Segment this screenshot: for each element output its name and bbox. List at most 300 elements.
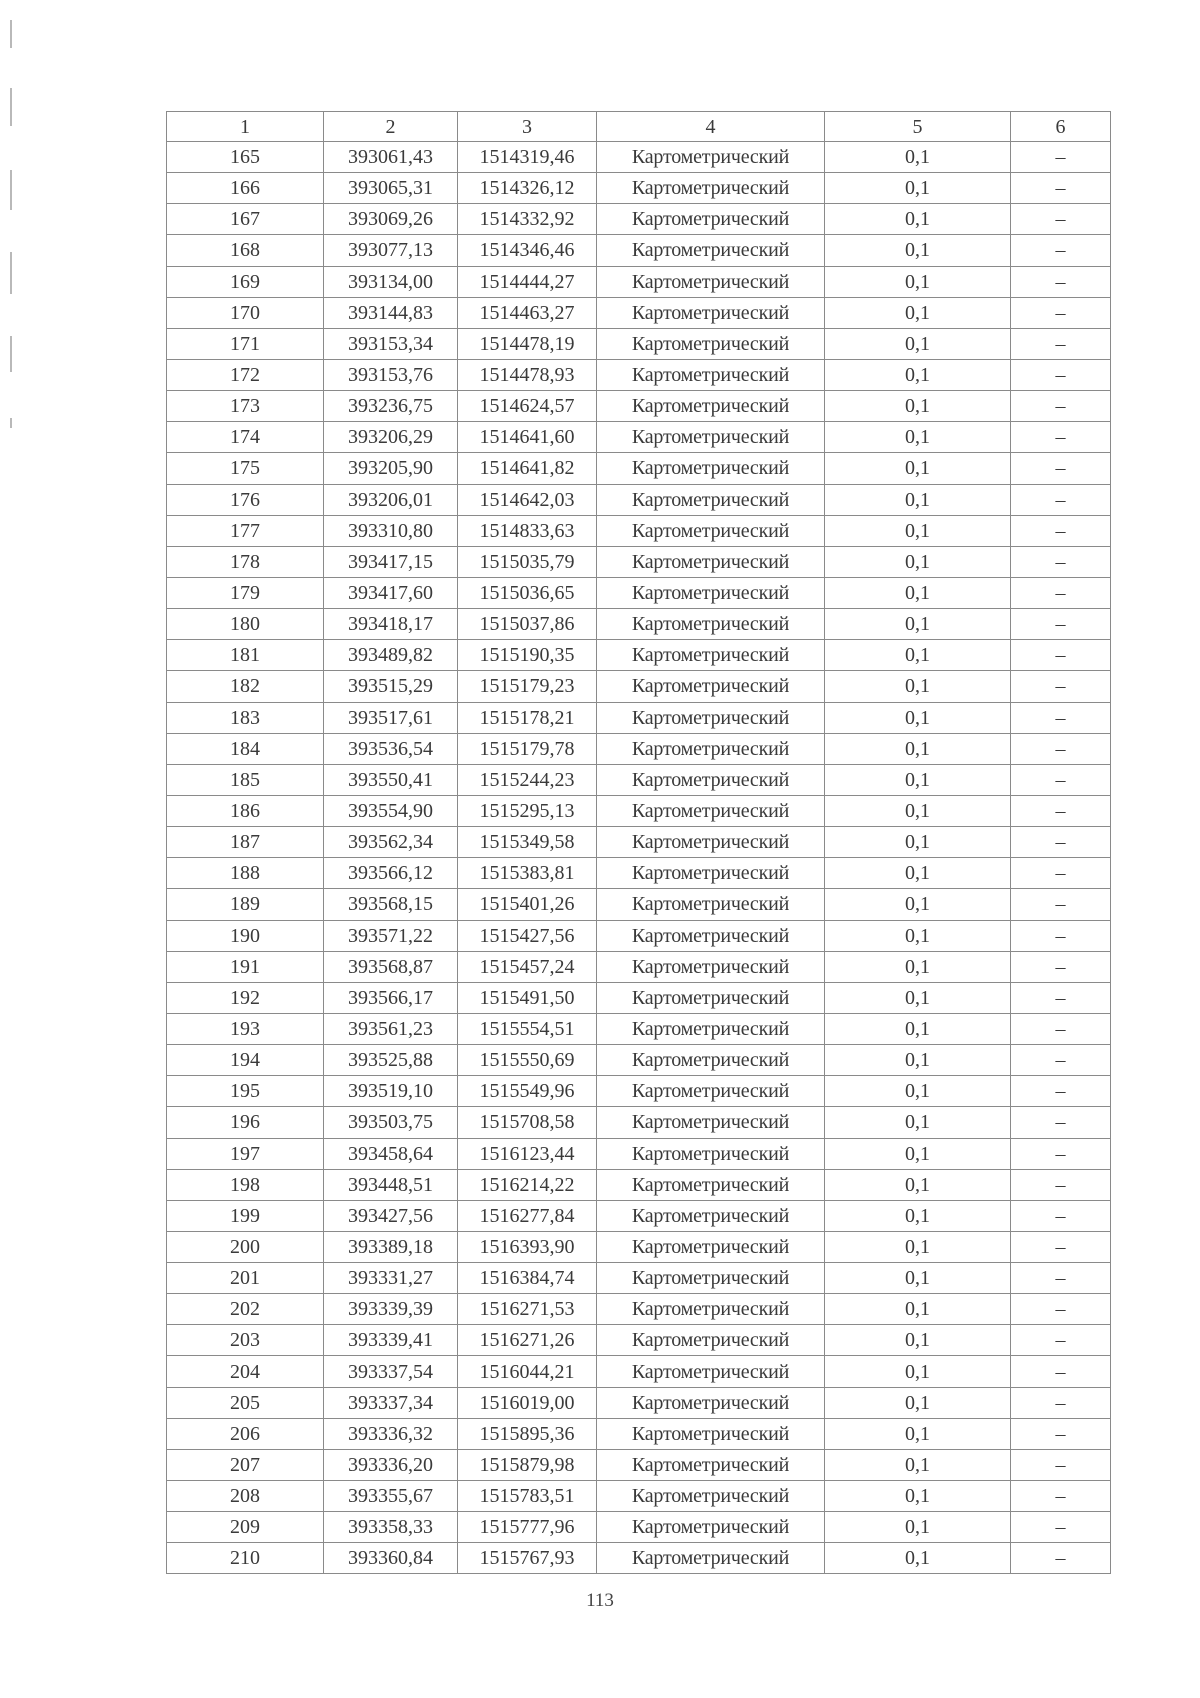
y-coordinate-cell: 1514641,60 <box>458 422 597 453</box>
x-coordinate-cell: 393515,29 <box>324 671 458 702</box>
y-coordinate-cell: 1516271,26 <box>458 1325 597 1356</box>
point-number-cell: 172 <box>167 359 324 390</box>
y-coordinate-cell: 1514833,63 <box>458 515 597 546</box>
point-number-cell: 168 <box>167 235 324 266</box>
accuracy-cell: 0,1 <box>825 266 1011 297</box>
method-cell: Картометрический <box>597 1013 825 1044</box>
x-coordinate-cell: 393355,67 <box>324 1481 458 1512</box>
method-cell: Картометрический <box>597 1449 825 1480</box>
y-coordinate-cell: 1515550,69 <box>458 1045 597 1076</box>
accuracy-cell: 0,1 <box>825 1076 1011 1107</box>
y-coordinate-cell: 1515179,78 <box>458 733 597 764</box>
note-cell: – <box>1011 1231 1111 1262</box>
point-number-cell: 187 <box>167 827 324 858</box>
method-cell: Картометрический <box>597 795 825 826</box>
note-cell: – <box>1011 235 1111 266</box>
y-coordinate-cell: 1514478,19 <box>458 328 597 359</box>
x-coordinate-cell: 393337,54 <box>324 1356 458 1387</box>
x-coordinate-cell: 393236,75 <box>324 391 458 422</box>
accuracy-cell: 0,1 <box>825 422 1011 453</box>
x-coordinate-cell: 393337,34 <box>324 1387 458 1418</box>
table-row <box>167 1387 1111 1418</box>
y-coordinate-cell: 1516277,84 <box>458 1200 597 1231</box>
x-coordinate-cell: 393448,51 <box>324 1169 458 1200</box>
method-cell: Картометрический <box>597 982 825 1013</box>
x-coordinate-cell: 393153,76 <box>324 359 458 390</box>
point-number-cell: 202 <box>167 1294 324 1325</box>
x-coordinate-cell: 393571,22 <box>324 920 458 951</box>
table-row <box>167 173 1111 204</box>
accuracy-cell: 0,1 <box>825 1481 1011 1512</box>
note-cell: – <box>1011 1013 1111 1044</box>
y-coordinate-cell: 1515767,93 <box>458 1543 597 1574</box>
point-number-cell: 182 <box>167 671 324 702</box>
table-row <box>167 546 1111 577</box>
note-cell: – <box>1011 1418 1111 1449</box>
x-coordinate-cell: 393153,34 <box>324 328 458 359</box>
x-coordinate-cell: 393206,29 <box>324 422 458 453</box>
accuracy-cell: 0,1 <box>825 142 1011 173</box>
note-cell: – <box>1011 1138 1111 1169</box>
method-cell: Картометрический <box>597 764 825 795</box>
table-row <box>167 297 1111 328</box>
note-cell: – <box>1011 359 1111 390</box>
y-coordinate-cell: 1515295,13 <box>458 795 597 826</box>
x-coordinate-cell: 393566,17 <box>324 982 458 1013</box>
x-coordinate-cell: 393144,83 <box>324 297 458 328</box>
x-coordinate-cell: 393503,75 <box>324 1107 458 1138</box>
method-cell: Картометрический <box>597 733 825 764</box>
point-number-cell: 174 <box>167 422 324 453</box>
accuracy-cell: 0,1 <box>825 1107 1011 1138</box>
table-row <box>167 142 1111 173</box>
point-number-cell: 205 <box>167 1387 324 1418</box>
coordinates-table <box>166 111 1111 1574</box>
point-number-cell: 184 <box>167 733 324 764</box>
table-row <box>167 858 1111 889</box>
y-coordinate-cell: 1515895,36 <box>458 1418 597 1449</box>
method-cell: Картометрический <box>597 1356 825 1387</box>
accuracy-cell: 0,1 <box>825 1449 1011 1480</box>
note-cell: – <box>1011 1263 1111 1294</box>
accuracy-cell: 0,1 <box>825 484 1011 515</box>
method-cell: Картометрический <box>597 1481 825 1512</box>
note-cell: – <box>1011 1387 1111 1418</box>
point-number-cell: 206 <box>167 1418 324 1449</box>
table-row <box>167 235 1111 266</box>
table-row <box>167 1263 1111 1294</box>
method-cell: Картометрический <box>597 1107 825 1138</box>
point-number-cell: 170 <box>167 297 324 328</box>
table-row <box>167 671 1111 702</box>
page-number: 113 <box>586 1590 614 1611</box>
note-cell: – <box>1011 609 1111 640</box>
column-header: 4 <box>597 112 825 142</box>
table-row <box>167 1138 1111 1169</box>
x-coordinate-cell: 393554,90 <box>324 795 458 826</box>
method-cell: Картометрический <box>597 1512 825 1543</box>
note-cell: – <box>1011 733 1111 764</box>
note-cell: – <box>1011 453 1111 484</box>
table-row <box>167 920 1111 951</box>
point-number-cell: 191 <box>167 951 324 982</box>
method-cell: Картометрический <box>597 1543 825 1574</box>
y-coordinate-cell: 1515457,24 <box>458 951 597 982</box>
table-row <box>167 702 1111 733</box>
point-number-cell: 166 <box>167 173 324 204</box>
table-row <box>167 1481 1111 1512</box>
table-row <box>167 951 1111 982</box>
note-cell: – <box>1011 1200 1111 1231</box>
table-body <box>167 112 1111 1574</box>
point-number-cell: 186 <box>167 795 324 826</box>
accuracy-cell: 0,1 <box>825 515 1011 546</box>
y-coordinate-cell: 1516384,74 <box>458 1263 597 1294</box>
accuracy-cell: 0,1 <box>825 1387 1011 1418</box>
method-cell: Картометрический <box>597 1138 825 1169</box>
method-cell: Картометрический <box>597 1045 825 1076</box>
x-coordinate-cell: 393206,01 <box>324 484 458 515</box>
note-cell: – <box>1011 1294 1111 1325</box>
point-number-cell: 180 <box>167 609 324 640</box>
table-row <box>167 484 1111 515</box>
note-cell: – <box>1011 297 1111 328</box>
point-number-cell: 188 <box>167 858 324 889</box>
method-cell: Картометрический <box>597 297 825 328</box>
y-coordinate-cell: 1516271,53 <box>458 1294 597 1325</box>
method-cell: Картометрический <box>597 204 825 235</box>
y-coordinate-cell: 1516214,22 <box>458 1169 597 1200</box>
point-number-cell: 179 <box>167 577 324 608</box>
scan-edge-mark <box>10 252 12 294</box>
method-cell: Картометрический <box>597 1263 825 1294</box>
accuracy-cell: 0,1 <box>825 1543 1011 1574</box>
table-row <box>167 1231 1111 1262</box>
point-number-cell: 196 <box>167 1107 324 1138</box>
x-coordinate-cell: 393069,26 <box>324 204 458 235</box>
table-row <box>167 1512 1111 1543</box>
y-coordinate-cell: 1516044,21 <box>458 1356 597 1387</box>
method-cell: Картометрический <box>597 328 825 359</box>
point-number-cell: 177 <box>167 515 324 546</box>
column-header: 3 <box>458 112 597 142</box>
note-cell: – <box>1011 391 1111 422</box>
table-row <box>167 577 1111 608</box>
x-coordinate-cell: 393568,15 <box>324 889 458 920</box>
column-header: 5 <box>825 112 1011 142</box>
x-coordinate-cell: 393336,32 <box>324 1418 458 1449</box>
method-cell: Картометрический <box>597 577 825 608</box>
accuracy-cell: 0,1 <box>825 359 1011 390</box>
note-cell: – <box>1011 982 1111 1013</box>
table-row <box>167 1107 1111 1138</box>
x-coordinate-cell: 393205,90 <box>324 453 458 484</box>
point-number-cell: 181 <box>167 640 324 671</box>
x-coordinate-cell: 393550,41 <box>324 764 458 795</box>
point-number-cell: 192 <box>167 982 324 1013</box>
point-number-cell: 209 <box>167 1512 324 1543</box>
table-row <box>167 515 1111 546</box>
x-coordinate-cell: 393061,43 <box>324 142 458 173</box>
note-cell: – <box>1011 515 1111 546</box>
accuracy-cell: 0,1 <box>825 1200 1011 1231</box>
table-row <box>167 827 1111 858</box>
accuracy-cell: 0,1 <box>825 453 1011 484</box>
table-row <box>167 640 1111 671</box>
note-cell: – <box>1011 577 1111 608</box>
note-cell: – <box>1011 204 1111 235</box>
note-cell: – <box>1011 1481 1111 1512</box>
method-cell: Картометрический <box>597 1231 825 1262</box>
point-number-cell: 189 <box>167 889 324 920</box>
y-coordinate-cell: 1515708,58 <box>458 1107 597 1138</box>
point-number-cell: 200 <box>167 1231 324 1262</box>
point-number-cell: 193 <box>167 1013 324 1044</box>
note-cell: – <box>1011 1356 1111 1387</box>
x-coordinate-cell: 393519,10 <box>324 1076 458 1107</box>
point-number-cell: 183 <box>167 702 324 733</box>
x-coordinate-cell: 393561,23 <box>324 1013 458 1044</box>
y-coordinate-cell: 1515244,23 <box>458 764 597 795</box>
point-number-cell: 207 <box>167 1449 324 1480</box>
table-row <box>167 1449 1111 1480</box>
note-cell: – <box>1011 484 1111 515</box>
note-cell: – <box>1011 702 1111 733</box>
y-coordinate-cell: 1515179,23 <box>458 671 597 702</box>
method-cell: Картометрический <box>597 1325 825 1356</box>
table-row <box>167 204 1111 235</box>
table-row <box>167 422 1111 453</box>
note-cell: – <box>1011 1045 1111 1076</box>
accuracy-cell: 0,1 <box>825 733 1011 764</box>
x-coordinate-cell: 393389,18 <box>324 1231 458 1262</box>
point-number-cell: 198 <box>167 1169 324 1200</box>
accuracy-cell: 0,1 <box>825 1418 1011 1449</box>
method-cell: Картометрический <box>597 1418 825 1449</box>
method-cell: Картометрический <box>597 827 825 858</box>
accuracy-cell: 0,1 <box>825 235 1011 266</box>
point-number-cell: 165 <box>167 142 324 173</box>
accuracy-cell: 0,1 <box>825 204 1011 235</box>
table-row <box>167 795 1111 826</box>
table-row <box>167 1356 1111 1387</box>
table-row <box>167 1418 1111 1449</box>
y-coordinate-cell: 1515349,58 <box>458 827 597 858</box>
method-cell: Картометрический <box>597 359 825 390</box>
point-number-cell: 210 <box>167 1543 324 1574</box>
method-cell: Картометрический <box>597 266 825 297</box>
x-coordinate-cell: 393417,60 <box>324 577 458 608</box>
note-cell: – <box>1011 142 1111 173</box>
accuracy-cell: 0,1 <box>825 1169 1011 1200</box>
x-coordinate-cell: 393489,82 <box>324 640 458 671</box>
scan-edge-mark <box>10 336 12 372</box>
point-number-cell: 195 <box>167 1076 324 1107</box>
accuracy-cell: 0,1 <box>825 391 1011 422</box>
method-cell: Картометрический <box>597 453 825 484</box>
y-coordinate-cell: 1515491,50 <box>458 982 597 1013</box>
y-coordinate-cell: 1515554,51 <box>458 1013 597 1044</box>
point-number-cell: 169 <box>167 266 324 297</box>
y-coordinate-cell: 1515783,51 <box>458 1481 597 1512</box>
table-row <box>167 1200 1111 1231</box>
x-coordinate-cell: 393331,27 <box>324 1263 458 1294</box>
note-cell: – <box>1011 951 1111 982</box>
note-cell: – <box>1011 671 1111 702</box>
accuracy-cell: 0,1 <box>825 1263 1011 1294</box>
method-cell: Картометрический <box>597 515 825 546</box>
table-row <box>167 764 1111 795</box>
note-cell: – <box>1011 920 1111 951</box>
point-number-cell: 176 <box>167 484 324 515</box>
y-coordinate-cell: 1514642,03 <box>458 484 597 515</box>
point-number-cell: 171 <box>167 328 324 359</box>
note-cell: – <box>1011 422 1111 453</box>
point-number-cell: 199 <box>167 1200 324 1231</box>
table-row <box>167 982 1111 1013</box>
method-cell: Картометрический <box>597 484 825 515</box>
note-cell: – <box>1011 173 1111 204</box>
x-coordinate-cell: 393458,64 <box>324 1138 458 1169</box>
method-cell: Картометрический <box>597 702 825 733</box>
point-number-cell: 190 <box>167 920 324 951</box>
table-row <box>167 391 1111 422</box>
y-coordinate-cell: 1514319,46 <box>458 142 597 173</box>
table-header-row <box>167 112 1111 142</box>
accuracy-cell: 0,1 <box>825 702 1011 733</box>
table-row <box>167 453 1111 484</box>
x-coordinate-cell: 393077,13 <box>324 235 458 266</box>
method-cell: Картометрический <box>597 1200 825 1231</box>
table-row <box>167 1013 1111 1044</box>
note-cell: – <box>1011 858 1111 889</box>
y-coordinate-cell: 1514332,92 <box>458 204 597 235</box>
table-row <box>167 1169 1111 1200</box>
accuracy-cell: 0,1 <box>825 546 1011 577</box>
note-cell: – <box>1011 640 1111 671</box>
method-cell: Картометрический <box>597 951 825 982</box>
point-number-cell: 197 <box>167 1138 324 1169</box>
accuracy-cell: 0,1 <box>825 795 1011 826</box>
point-number-cell: 194 <box>167 1045 324 1076</box>
accuracy-cell: 0,1 <box>825 173 1011 204</box>
point-number-cell: 178 <box>167 546 324 577</box>
y-coordinate-cell: 1515427,56 <box>458 920 597 951</box>
accuracy-cell: 0,1 <box>825 982 1011 1013</box>
note-cell: – <box>1011 1325 1111 1356</box>
accuracy-cell: 0,1 <box>825 1325 1011 1356</box>
scan-edge-mark <box>10 418 12 428</box>
note-cell: – <box>1011 266 1111 297</box>
y-coordinate-cell: 1516123,44 <box>458 1138 597 1169</box>
accuracy-cell: 0,1 <box>825 328 1011 359</box>
column-header: 2 <box>324 112 458 142</box>
accuracy-cell: 0,1 <box>825 671 1011 702</box>
method-cell: Картометрический <box>597 671 825 702</box>
note-cell: – <box>1011 1512 1111 1543</box>
accuracy-cell: 0,1 <box>825 1138 1011 1169</box>
x-coordinate-cell: 393339,41 <box>324 1325 458 1356</box>
note-cell: – <box>1011 1543 1111 1574</box>
accuracy-cell: 0,1 <box>825 1356 1011 1387</box>
note-cell: – <box>1011 1169 1111 1200</box>
x-coordinate-cell: 393310,80 <box>324 515 458 546</box>
y-coordinate-cell: 1515035,79 <box>458 546 597 577</box>
y-coordinate-cell: 1515383,81 <box>458 858 597 889</box>
method-cell: Картометрический <box>597 142 825 173</box>
y-coordinate-cell: 1514478,93 <box>458 359 597 390</box>
x-coordinate-cell: 393336,20 <box>324 1449 458 1480</box>
y-coordinate-cell: 1514326,12 <box>458 173 597 204</box>
scan-edge-mark <box>10 20 12 48</box>
y-coordinate-cell: 1515549,96 <box>458 1076 597 1107</box>
method-cell: Картометрический <box>597 1294 825 1325</box>
table-row <box>167 1294 1111 1325</box>
table-row <box>167 1543 1111 1574</box>
accuracy-cell: 0,1 <box>825 1294 1011 1325</box>
note-cell: – <box>1011 1449 1111 1480</box>
x-coordinate-cell: 393360,84 <box>324 1543 458 1574</box>
x-coordinate-cell: 393339,39 <box>324 1294 458 1325</box>
column-header: 1 <box>167 112 324 142</box>
method-cell: Картометрический <box>597 609 825 640</box>
accuracy-cell: 0,1 <box>825 764 1011 795</box>
method-cell: Картометрический <box>597 858 825 889</box>
note-cell: – <box>1011 795 1111 826</box>
accuracy-cell: 0,1 <box>825 920 1011 951</box>
point-number-cell: 203 <box>167 1325 324 1356</box>
x-coordinate-cell: 393065,31 <box>324 173 458 204</box>
y-coordinate-cell: 1514444,27 <box>458 266 597 297</box>
x-coordinate-cell: 393525,88 <box>324 1045 458 1076</box>
y-coordinate-cell: 1514463,27 <box>458 297 597 328</box>
accuracy-cell: 0,1 <box>825 297 1011 328</box>
point-number-cell: 185 <box>167 764 324 795</box>
x-coordinate-cell: 393517,61 <box>324 702 458 733</box>
table-row <box>167 1045 1111 1076</box>
table-row <box>167 733 1111 764</box>
x-coordinate-cell: 393418,17 <box>324 609 458 640</box>
table-row <box>167 609 1111 640</box>
method-cell: Картометрический <box>597 546 825 577</box>
method-cell: Картометрический <box>597 1387 825 1418</box>
scan-edge-mark <box>10 88 12 126</box>
y-coordinate-cell: 1515777,96 <box>458 1512 597 1543</box>
y-coordinate-cell: 1514641,82 <box>458 453 597 484</box>
table-row <box>167 359 1111 390</box>
accuracy-cell: 0,1 <box>825 951 1011 982</box>
x-coordinate-cell: 393536,54 <box>324 733 458 764</box>
y-coordinate-cell: 1515879,98 <box>458 1449 597 1480</box>
table-row <box>167 889 1111 920</box>
method-cell: Картометрический <box>597 391 825 422</box>
method-cell: Картометрический <box>597 889 825 920</box>
point-number-cell: 175 <box>167 453 324 484</box>
accuracy-cell: 0,1 <box>825 1013 1011 1044</box>
method-cell: Картометрический <box>597 422 825 453</box>
y-coordinate-cell: 1515036,65 <box>458 577 597 608</box>
column-header: 6 <box>1011 112 1111 142</box>
note-cell: – <box>1011 1076 1111 1107</box>
y-coordinate-cell: 1515037,86 <box>458 609 597 640</box>
method-cell: Картометрический <box>597 1076 825 1107</box>
point-number-cell: 167 <box>167 204 324 235</box>
y-coordinate-cell: 1515401,26 <box>458 889 597 920</box>
table-row <box>167 266 1111 297</box>
note-cell: – <box>1011 764 1111 795</box>
method-cell: Картометрический <box>597 1169 825 1200</box>
method-cell: Картометрический <box>597 235 825 266</box>
